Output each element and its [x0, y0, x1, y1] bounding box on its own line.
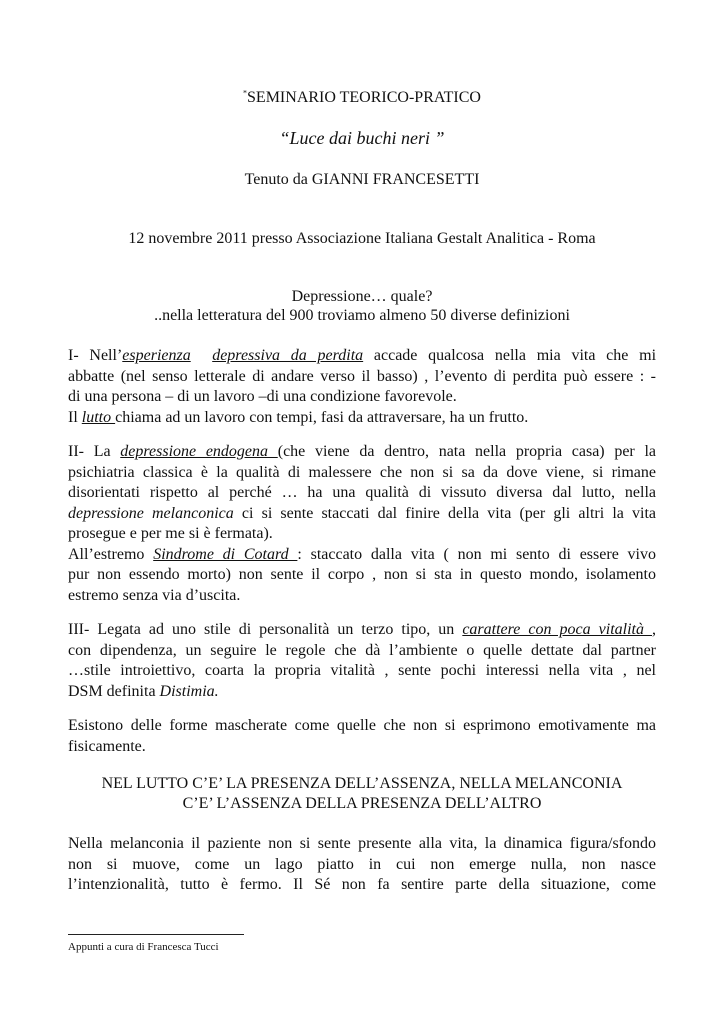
paragraph-section-2	[68, 442, 656, 606]
term-sindrome-di-cotard: Sindrome di Cotard	[153, 545, 298, 563]
text-run: I- Nell’	[68, 347, 123, 364]
text-run: II- La	[68, 443, 121, 460]
paragraph-line	[68, 442, 656, 463]
term-carattere-con-poca-vitalita: carattere con poca vitalità	[462, 621, 652, 638]
seminar-title-text: SEMINARIO TEORICO-PRATICO	[247, 89, 481, 106]
text-run: ,	[652, 621, 656, 638]
text-run: Il	[68, 408, 82, 426]
paragraph-line	[68, 682, 656, 703]
text-run: chiama ad un lavoro con tempi, fasi da attraversare, ha un frutto.	[115, 408, 529, 426]
paragraph-line: psichiatria classica è la qualità di malessere che non si sa da dove viene, si rimane	[68, 463, 656, 481]
paragraph-line	[68, 408, 656, 429]
footnote-text: Appunti a cura di Francesca Tucci	[68, 941, 219, 953]
seminar-subtitle: “Luce dai buchi neri ”	[279, 128, 445, 148]
caps-statement-line-1: NEL LUTTO C’E’ LA PRESENZA DELL’ASSENZA, NELLA MELANCONIA	[101, 775, 623, 792]
term-depressione-endogena: depressione endogena	[120, 443, 278, 460]
term-depressiva-da-perdita: depressiva da perdita	[212, 347, 364, 364]
term-esperienza: esperienza	[122, 347, 191, 364]
paragraph-section-3	[68, 620, 656, 702]
text-run: III- Legata ad uno stile di personalità un terzo tipo, un	[68, 621, 463, 638]
footnote-divider	[68, 934, 244, 935]
text-run: DSM definita	[68, 682, 160, 700]
paragraph-line	[68, 346, 656, 367]
caps-statement-line-2: C’E’ L’ASSENZA DELLA PRESENZA DELL’ALTRO	[182, 795, 542, 812]
date-place-line: 12 novembre 2011 presso Associazione Italiana Gestalt Analitica - Roma	[128, 230, 596, 247]
paragraph-line: prosegue e per me si è fermata).	[68, 525, 273, 542]
intro-question: Depressione… quale?	[291, 288, 433, 305]
paragraph-section-4	[68, 716, 656, 757]
intro-note: ..nella letteratura del 900 troviamo almeno 50 diverse definizioni	[154, 307, 570, 324]
paragraph-section-1	[68, 346, 656, 428]
paragraph-line: fisicamente.	[68, 737, 146, 755]
footnote-mark: *	[243, 88, 248, 98]
text-run: ci si sente staccati dal finire della vita (per gli altri la vita	[233, 504, 657, 522]
term-depressione-melanconica: depressione melanconica	[68, 504, 234, 522]
paragraph-line: disorientati rispetto al perché … ha una qualità di vissuto diversa dal lutto, nella	[68, 484, 656, 501]
paragraph-line	[68, 620, 656, 641]
paragraph-line: Esistono delle forme mascherate come quelle che non si esprimono emotivamente ma	[68, 717, 656, 734]
paragraph-line: non si muove, come un lago piatto in cui non emerge nulla, non nasce	[68, 855, 656, 873]
paragraph-line: Nella melanconia il paziente non si sente presente alla vita, la dinamica figura/sfondo	[68, 835, 656, 852]
text-run: accade qualcosa nella mia vita che mi	[363, 347, 657, 364]
text-run: All’estremo	[68, 545, 154, 563]
paragraph-line	[68, 504, 656, 525]
seminar-title	[68, 88, 656, 109]
paragraph-line	[68, 545, 656, 566]
paragraph-line: estremo senza via d’uscita.	[68, 586, 241, 604]
paragraph-section-5	[68, 834, 656, 896]
text-run: (che viene da dentro, nata nella propria casa) per la	[277, 443, 657, 460]
paragraph-line: di una persona – di un lavoro –di una condizione favorevole.	[68, 388, 457, 405]
term-distimia: Distimia.	[159, 682, 219, 700]
paragraph-line: …stile introiettivo, coarta la propria vitalità , sente pochi interessi nella vita , nel	[68, 662, 656, 679]
author-line: Tenuto da GIANNI FRANCESETTI	[244, 171, 480, 188]
paragraph-line: pur non essendo morto) non sente il corpo , non si sta in questo mondo, isolamento	[68, 566, 656, 583]
term-lutto: lutto	[81, 408, 116, 426]
paragraph-line: con dipendenza, un seguire le regole che dà l’ambiente o quelle dettate dal partner	[68, 641, 656, 659]
text-run: : staccato dalla vita ( non mi sento di essere vivo	[297, 545, 656, 563]
paragraph-line: l’intenzionalità, tutto è fermo. Il Sé non fa sentire parte della situazione, come	[68, 876, 656, 893]
paragraph-line: abbatte (nel senso letterale di andare verso il basso) , l’evento di perdita può essere : -	[68, 367, 656, 385]
